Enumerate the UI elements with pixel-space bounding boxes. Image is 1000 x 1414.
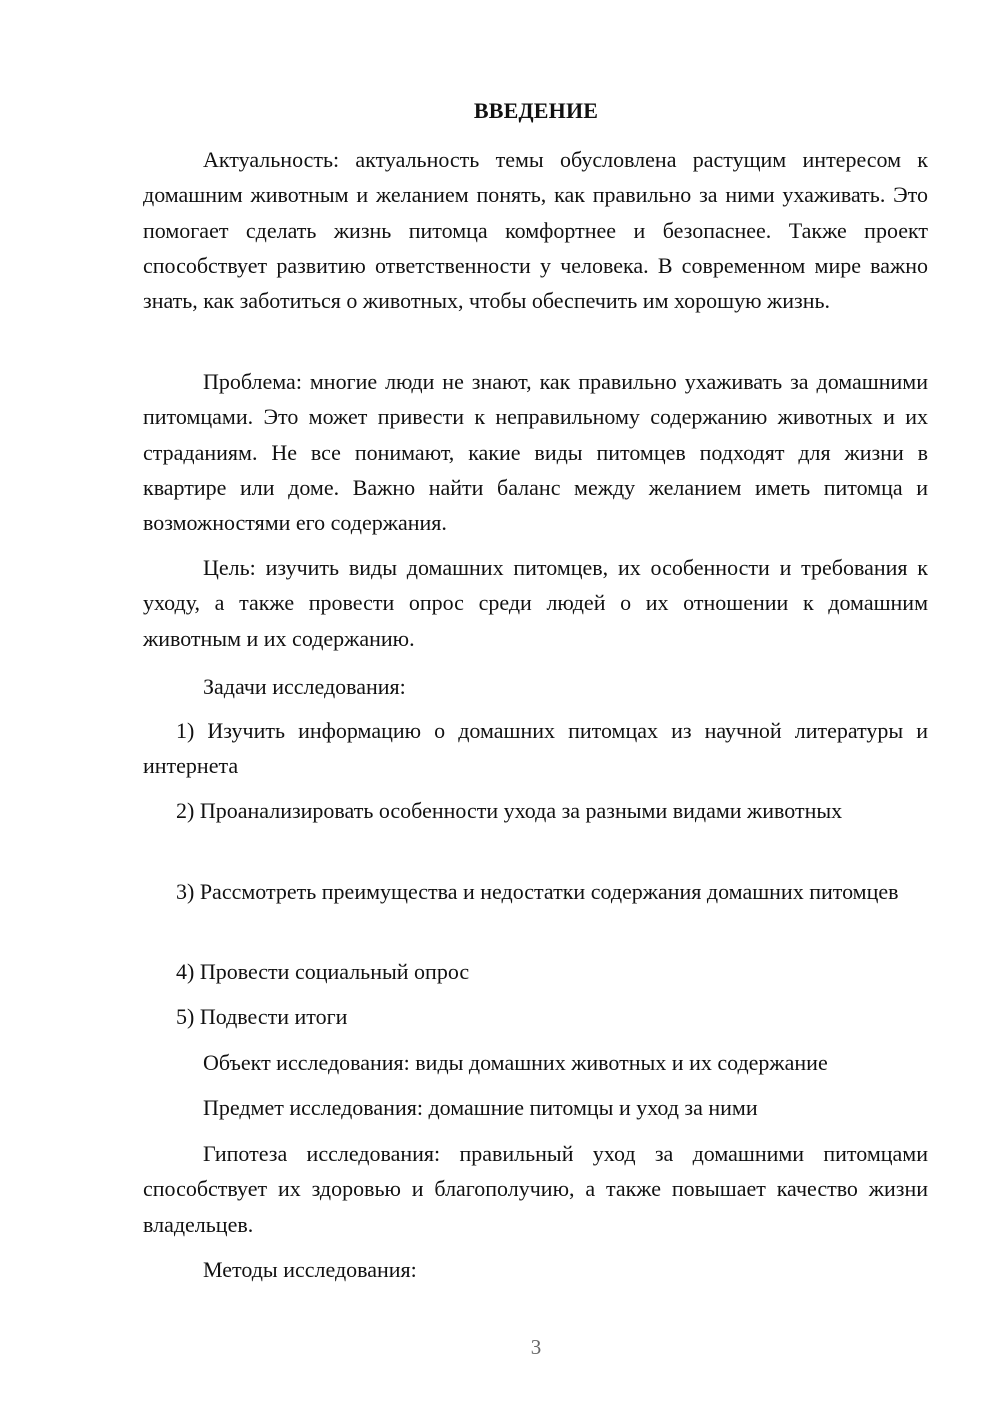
relevance-paragraph: Актуальность: актуальность темы обусловлена растущим интересом к домашним животным и желанием понять, как правильно за ними ухаживать. Это помогает сделать жизнь питомца комфортнее и безопаснее. Также проект способствует развитию ответственности у человека. В современном мире важно знать, как заботиться о животных, чтобы обеспечить им хорошую жизнь. [143, 147, 928, 314]
task-item-1: 1) Изучить информацию о домашних питомцах из научной литературы и интернета [143, 718, 928, 779]
problem-paragraph: Проблема: многие люди не знают, как правильно ухаживать за домашними питомцами. Это может привести к неправильному содержанию животных и их страданиям. Не все понимают, какие виды питомцев подходят для жизни в квартире или доме. Важно найти баланс между желанием иметь питомца и возможностями его содержания. [143, 369, 928, 536]
task-item-4: 4) Провести социальный опрос [176, 959, 470, 984]
object-paragraph: Объект исследования: виды домашних животных и их содержание [203, 1050, 828, 1075]
task-item-3: 3) Рассмотреть преимущества и недостатки содержания домашних питомцев [176, 879, 899, 904]
page-number: 3 [530, 1335, 542, 1359]
section-title: ВВЕДЕНИЕ [473, 98, 599, 123]
tasks-heading: Задачи исследования: [203, 674, 406, 699]
task-item-5: 5) Подвести итоги [176, 1004, 348, 1029]
subject-paragraph: Предмет исследования: домашние питомцы и уход за ними [203, 1095, 758, 1120]
hypothesis-paragraph: Гипотеза исследования: правильный уход за домашними питомцами способствует их здоровью и благополучию, а также повышает качество жизни владельцев. [143, 1141, 928, 1237]
task-item-2: 2) Проанализировать особенности ухода за разными видами животных [176, 798, 843, 823]
methods-heading: Методы исследования: [203, 1257, 417, 1282]
goal-paragraph: Цель: изучить виды домашних питомцев, их особенности и требования к уходу, а также провести опрос среди людей о их отношении к домашним животным и их содержанию. [143, 555, 928, 651]
